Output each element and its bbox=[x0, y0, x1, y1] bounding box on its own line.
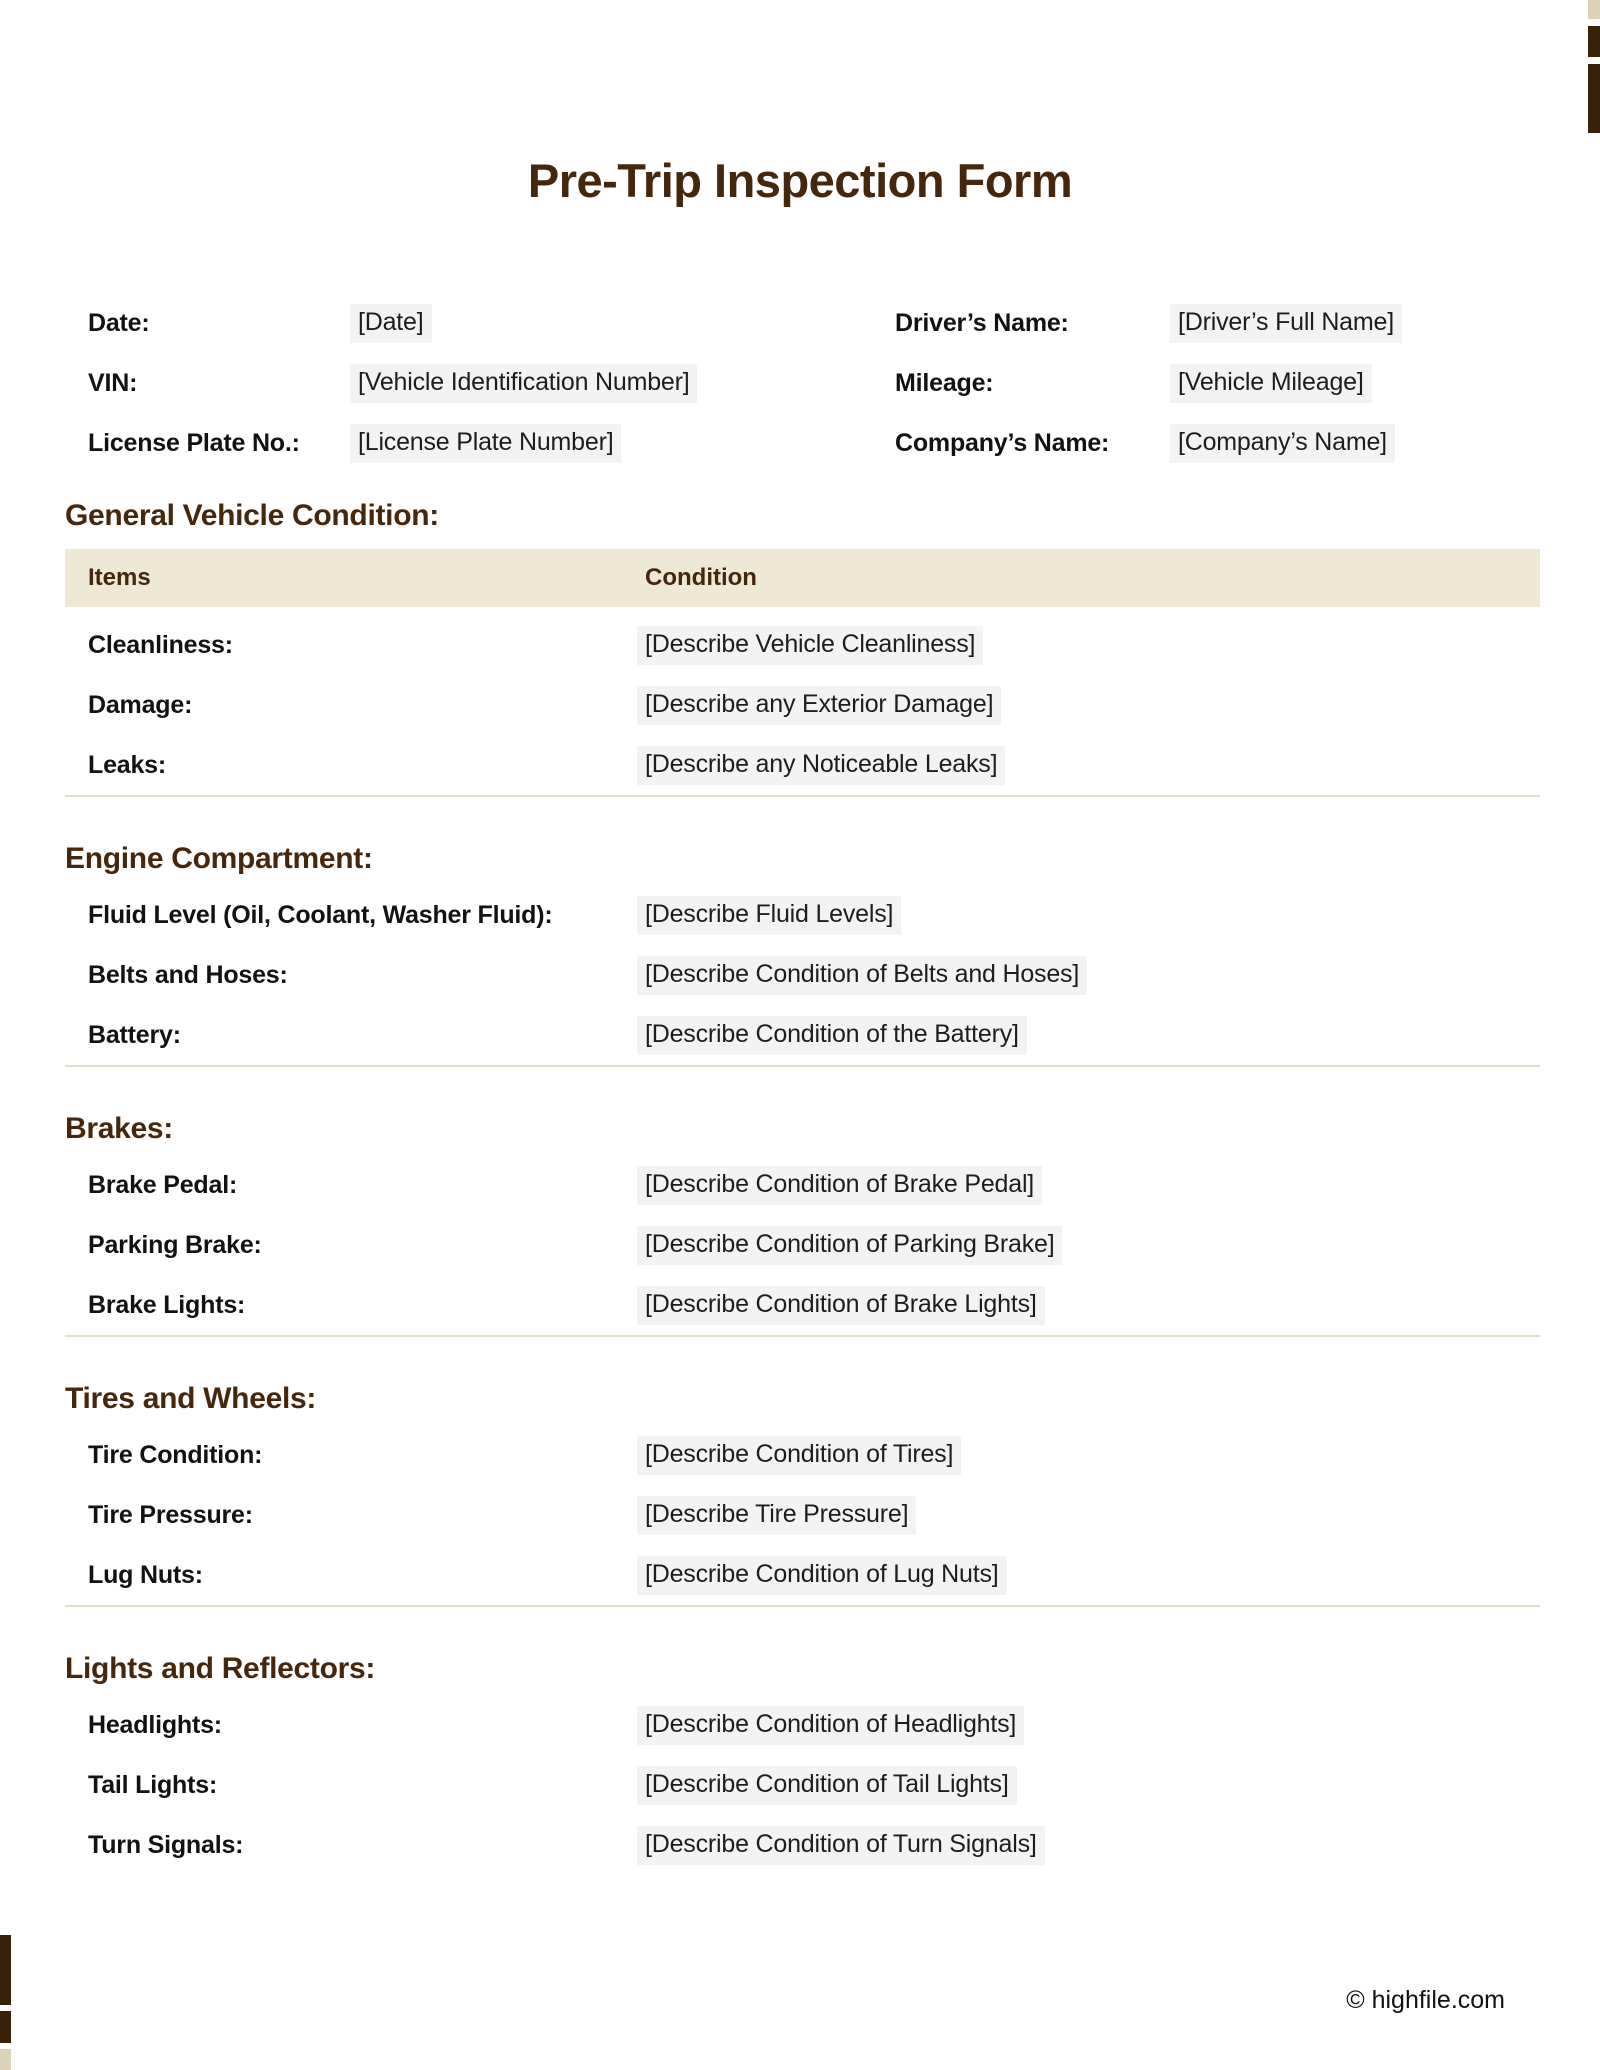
row-value-fluid-level[interactable]: [Describe Fluid Levels] bbox=[637, 896, 901, 935]
header-fields bbox=[65, 293, 1540, 473]
field-label-license-plate: License Plate No.: bbox=[88, 428, 300, 457]
table-row bbox=[88, 1815, 1540, 1875]
section-general-vehicle-condition bbox=[65, 499, 1540, 797]
corner-mark-bottom-left-dark-large bbox=[0, 1935, 11, 2005]
section-rows bbox=[65, 1425, 1540, 1607]
row-label-turn-signals: Turn Signals: bbox=[88, 1830, 244, 1859]
row-label-headlights: Headlights: bbox=[88, 1710, 222, 1739]
section-brakes bbox=[65, 1112, 1540, 1337]
section-heading: General Vehicle Condition: bbox=[65, 499, 439, 532]
table-header-row bbox=[65, 549, 1540, 607]
row-label-belts-and-hoses: Belts and Hoses: bbox=[88, 960, 288, 989]
field-label-drivers-name: Driver’s Name: bbox=[895, 308, 1069, 337]
table-row bbox=[88, 1155, 1540, 1215]
row-label-leaks: Leaks: bbox=[88, 750, 167, 779]
section-heading: Tires and Wheels: bbox=[65, 1382, 317, 1415]
corner-mark-top-right-dark-small bbox=[1588, 26, 1600, 57]
table-row bbox=[88, 885, 1540, 945]
row-value-tire-pressure[interactable]: [Describe Tire Pressure] bbox=[637, 1496, 916, 1535]
table-row bbox=[88, 1005, 1540, 1065]
row-value-damage[interactable]: [Describe any Exterior Damage] bbox=[637, 686, 1001, 725]
field-value-date[interactable]: [Date] bbox=[350, 304, 432, 343]
corner-mark-bottom-left-dark-small bbox=[0, 2011, 11, 2043]
table-row bbox=[88, 1755, 1540, 1815]
field-value-drivers-name[interactable]: [Driver’s Full Name] bbox=[1170, 304, 1402, 343]
row-value-belts-and-hoses[interactable]: [Describe Condition of Belts and Hoses] bbox=[637, 956, 1087, 995]
table-row bbox=[88, 615, 1540, 675]
row-label-parking-brake: Parking Brake: bbox=[88, 1230, 262, 1259]
section-engine-compartment bbox=[65, 842, 1540, 1067]
field-value-vin[interactable]: [Vehicle Identification Number] bbox=[350, 364, 697, 403]
row-label-fluid-level: Fluid Level (Oil, Coolant, Washer Fluid): bbox=[88, 900, 553, 929]
row-label-lug-nuts: Lug Nuts: bbox=[88, 1560, 203, 1589]
corner-mark-bottom-left-beige bbox=[0, 2049, 11, 2070]
row-label-damage: Damage: bbox=[88, 690, 193, 719]
row-label-tire-condition: Tire Condition: bbox=[88, 1440, 263, 1469]
field-label-vin: VIN: bbox=[88, 368, 138, 397]
row-label-tire-pressure: Tire Pressure: bbox=[88, 1500, 253, 1529]
section-heading: Brakes: bbox=[65, 1112, 173, 1145]
table-row bbox=[88, 1485, 1540, 1545]
table-row bbox=[88, 945, 1540, 1005]
row-value-tire-condition[interactable]: [Describe Condition of Tires] bbox=[637, 1436, 961, 1475]
section-rows bbox=[65, 1695, 1540, 1875]
table-row bbox=[88, 1215, 1540, 1275]
row-label-cleanliness: Cleanliness: bbox=[88, 630, 233, 659]
row-value-leaks[interactable]: [Describe any Noticeable Leaks] bbox=[637, 746, 1005, 785]
section-rows bbox=[65, 615, 1540, 797]
section-heading: Lights and Reflectors: bbox=[65, 1652, 376, 1685]
row-label-brake-pedal: Brake Pedal: bbox=[88, 1170, 238, 1199]
table-row bbox=[88, 1695, 1540, 1755]
field-label-mileage: Mileage: bbox=[895, 368, 994, 397]
row-value-tail-lights[interactable]: [Describe Condition of Tail Lights] bbox=[637, 1766, 1017, 1805]
row-value-headlights[interactable]: [Describe Condition of Headlights] bbox=[637, 1706, 1024, 1745]
field-label-date: Date: bbox=[88, 308, 150, 337]
row-value-turn-signals[interactable]: [Describe Condition of Turn Signals] bbox=[637, 1826, 1045, 1865]
field-value-mileage[interactable]: [Vehicle Mileage] bbox=[1170, 364, 1372, 403]
column-header-items: Items bbox=[88, 564, 151, 591]
table-row bbox=[88, 1425, 1540, 1485]
field-value-license-plate[interactable]: [License Plate Number] bbox=[350, 424, 621, 463]
form-body bbox=[65, 293, 1540, 1875]
row-label-battery: Battery: bbox=[88, 1020, 181, 1049]
row-value-cleanliness[interactable]: [Describe Vehicle Cleanliness] bbox=[637, 626, 983, 665]
section-lights-and-reflectors bbox=[65, 1652, 1540, 1875]
section-heading: Engine Compartment: bbox=[65, 842, 373, 875]
row-value-brake-pedal[interactable]: [Describe Condition of Brake Pedal] bbox=[637, 1166, 1042, 1205]
field-value-companys-name[interactable]: [Company’s Name] bbox=[1170, 424, 1395, 463]
row-label-brake-lights: Brake Lights: bbox=[88, 1290, 246, 1319]
column-header-condition: Condition bbox=[645, 564, 757, 591]
copyright-footer: © highfile.com bbox=[1346, 1986, 1505, 2014]
table-row bbox=[88, 1545, 1540, 1605]
corner-mark-top-right-dark-large bbox=[1588, 64, 1600, 133]
corner-mark-top-right-beige bbox=[1588, 0, 1600, 19]
page-title: Pre-Trip Inspection Form bbox=[527, 154, 1073, 207]
row-value-battery[interactable]: [Describe Condition of the Battery] bbox=[637, 1016, 1027, 1055]
field-label-companys-name: Company’s Name: bbox=[895, 428, 1110, 457]
table-row bbox=[88, 675, 1540, 735]
section-rows bbox=[65, 885, 1540, 1067]
table-row bbox=[88, 1275, 1540, 1335]
row-label-tail-lights: Tail Lights: bbox=[88, 1770, 218, 1799]
section-tires-and-wheels bbox=[65, 1382, 1540, 1607]
section-rows bbox=[65, 1155, 1540, 1337]
table-row bbox=[88, 735, 1540, 795]
row-value-lug-nuts[interactable]: [Describe Condition of Lug Nuts] bbox=[637, 1556, 1007, 1595]
row-value-brake-lights[interactable]: [Describe Condition of Brake Lights] bbox=[637, 1286, 1045, 1325]
row-value-parking-brake[interactable]: [Describe Condition of Parking Brake] bbox=[637, 1226, 1062, 1265]
